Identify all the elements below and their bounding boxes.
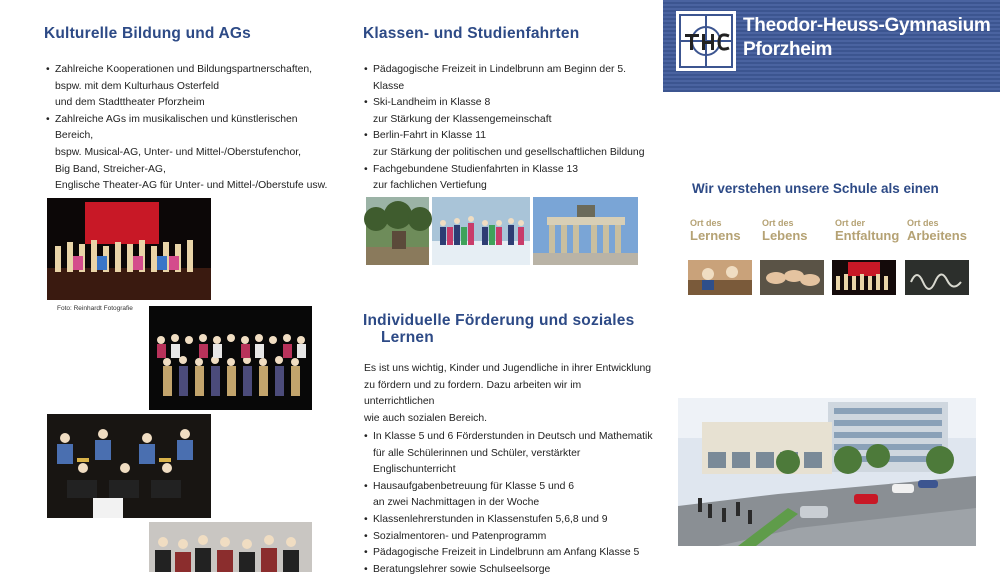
list-item: • Zahlreiche Kooperationen und Bildungspartnerschaften, bspw. mit dem Kulturhaus Osterfeld und dem Stadttheater Pforzheim	[46, 62, 336, 112]
school-name-line1: Theodor-Heuss-Gymnasium	[743, 15, 991, 36]
stage-thumbnail	[832, 260, 896, 295]
list-item: • In Klasse 5 und 6 Förderstunden in Deutsch und Mathematik für alle Schülerinnen und Schüler, verstärkter Englischunterricht	[364, 429, 659, 479]
theater-ag-photo	[149, 522, 312, 572]
choir-photo	[149, 306, 312, 410]
list-item: • Klassenlehrerstunden in Klassenstufen 5,6,8 und 9	[364, 512, 659, 529]
list-item: • Pädagogische Freizeit in Lindelbrunn am Anfang Klasse 5	[364, 545, 659, 562]
list-item: • Zahlreiche AGs im musikalischen und künstlerischen Bereich, bspw. Musical-AG, Unter- und Mittel-/Oberstufenchor, Big Band, Streicher-AG, Englische Theater-AG für Unter- und Mittel-/Oberstufe usw.	[46, 112, 336, 195]
klassenfahrten-list	[364, 62, 654, 195]
ort-entfaltung: Ort der Entfaltung	[835, 218, 900, 243]
heading-foerderung-line2: Lernen	[381, 329, 434, 346]
big-band-photo	[47, 414, 211, 518]
school-header-bar	[663, 0, 1000, 92]
school-tagline: Wir verstehen unsere Schule als einen	[692, 181, 939, 196]
hands-thumbnail	[760, 260, 824, 295]
photo-caption: Foto: Reinhardt Fotografie	[57, 305, 133, 312]
list-item: • Pädagogische Freizeit in Lindelbrunn am Beginn der 5. Klasse	[364, 62, 654, 95]
chalkboard-thumbnail	[905, 260, 969, 295]
foerderung-intro: Es ist uns wichtig, Kinder und Jugendliche in ihrer Entwicklung zu fördern und zu fordern. Dazu arbeiten wir im unterrichtlichen wie auch sozialen Bereich.	[364, 363, 652, 424]
school-name-line2: Pforzheim	[743, 39, 833, 60]
school-logo-icon	[675, 10, 737, 72]
lindelbrunn-forest-photo	[366, 197, 429, 265]
heading-kulturelle-bildung: Kulturelle Bildung und AGs	[44, 25, 251, 42]
list-item: • Beratungslehrer sowie Schulseelsorge	[364, 562, 659, 578]
school-building-photo	[678, 398, 976, 546]
kulturelle-bildung-list	[46, 62, 336, 195]
brandenburger-tor-photo	[533, 197, 638, 265]
foerderung-list	[364, 429, 659, 578]
list-item: • Sozialmentoren- und Patenprogramm	[364, 529, 659, 546]
ort-lebens: Ort des Lebens	[762, 218, 808, 243]
classroom-thumbnail	[688, 260, 752, 295]
ort-lernens: Ort des Lernens	[690, 218, 741, 243]
list-item: • Ski-Landheim in Klasse 8 zur Stärkung der Klassengemeinschaft	[364, 95, 654, 128]
ski-landheim-photo	[432, 197, 530, 265]
heading-klassenfahrten: Klassen- und Studienfahrten	[363, 25, 580, 42]
list-item: • Hausaufgabenbetreuung für Klasse 5 und 6 an zwei Nachmittagen in der Woche	[364, 479, 659, 512]
musical-stage-photo	[47, 198, 211, 300]
heading-foerderung	[363, 312, 634, 346]
school-name	[743, 14, 991, 62]
list-item: • Fachgebundene Studienfahrten in Klasse 13 zur fachlichen Vertiefung	[364, 162, 654, 195]
ort-arbeitens: Ort des Arbeitens	[907, 218, 967, 243]
list-item: • Berlin-Fahrt in Klasse 11 zur Stärkung der politischen und gesellschaftlichen Bildung	[364, 128, 654, 161]
heading-foerderung-line1: Individuelle Förderung und soziales	[363, 312, 635, 329]
